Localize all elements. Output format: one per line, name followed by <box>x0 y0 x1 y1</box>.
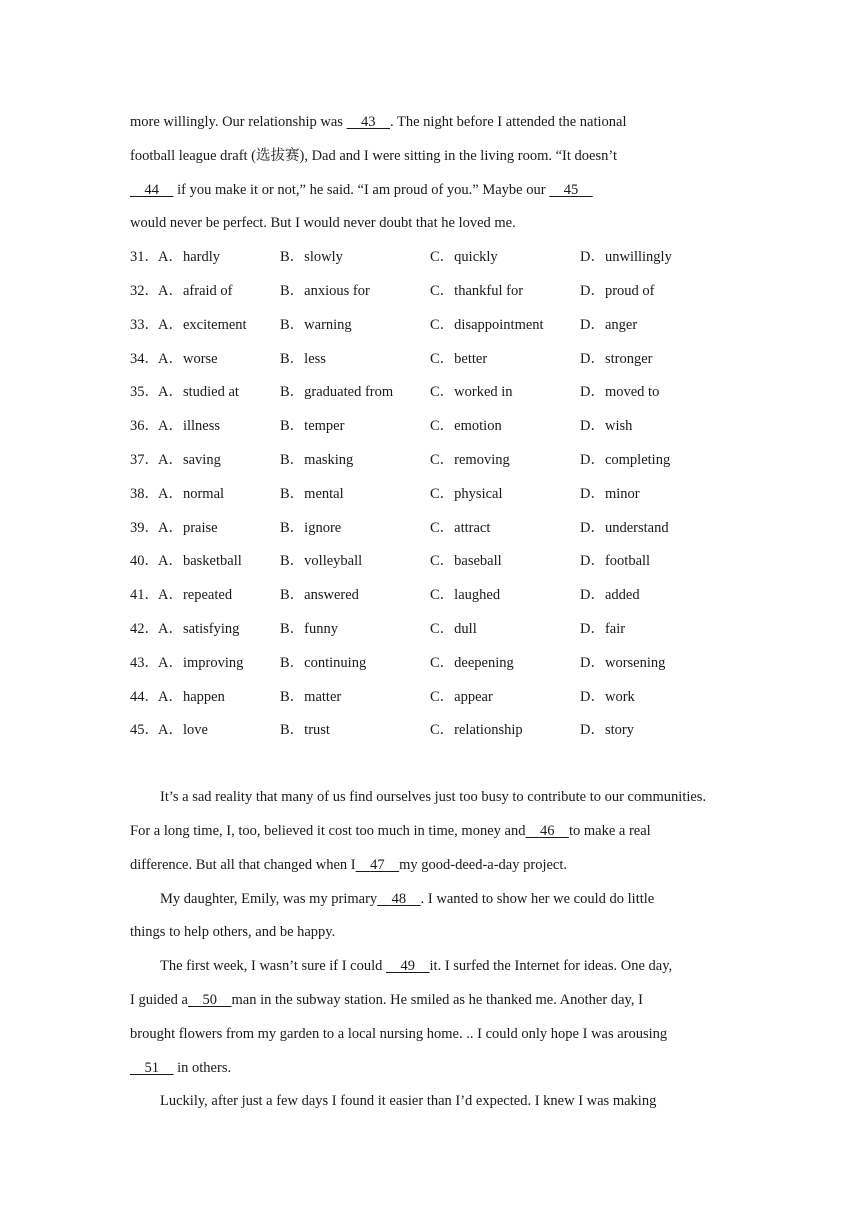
question-row <box>130 380 750 414</box>
option-a[interactable]: A．happen <box>158 688 225 705</box>
option-d[interactable]: D．work <box>580 688 635 705</box>
option-a[interactable]: A．worse <box>158 350 218 367</box>
passage2-line: It’s a sad reality that many of us find ourselves just too busy to contribute to our communities. <box>160 789 707 806</box>
question-row <box>130 516 750 550</box>
option-d[interactable]: D．completing <box>580 451 671 468</box>
option-b[interactable]: B．less <box>280 350 326 367</box>
question-row <box>130 414 750 448</box>
option-d[interactable]: D．proud of <box>580 282 655 299</box>
blank-48[interactable]: 48 <box>391 890 407 907</box>
option-a[interactable]: A．afraid of <box>158 282 233 299</box>
option-b[interactable]: B．warning <box>280 316 352 333</box>
passage1-line: more willingly. Our relationship was 43 . The night before I attended the national <box>130 110 750 144</box>
option-b[interactable]: B．matter <box>280 688 342 705</box>
option-b[interactable]: B．slowly <box>280 249 343 266</box>
option-a[interactable]: A．hardly <box>158 249 221 266</box>
option-b[interactable]: B．trust <box>280 722 330 739</box>
question-row <box>130 685 750 719</box>
option-c[interactable]: C．relationship <box>430 722 523 739</box>
blank-51[interactable]: 51 <box>144 1059 159 1076</box>
section-gap <box>130 752 750 785</box>
question-number: 36． <box>130 418 159 435</box>
question-number: 34． <box>130 350 159 367</box>
option-a[interactable]: A．basketball <box>158 553 242 570</box>
option-b[interactable]: B．masking <box>280 451 354 468</box>
question-row <box>130 651 750 685</box>
passage2-line: The first week, I wasn’t sure if I could 49 it. I surfed the Internet for ideas. One day, <box>130 954 750 988</box>
question-number: 35． <box>130 384 159 401</box>
option-c[interactable]: C．disappointment <box>430 316 544 333</box>
option-c[interactable]: C．baseball <box>430 553 502 570</box>
option-c[interactable]: C．emotion <box>430 418 502 435</box>
option-b[interactable]: B．anxious for <box>280 282 370 299</box>
option-a[interactable]: A．praise <box>158 519 218 536</box>
blank-47[interactable]: 47 <box>370 856 385 873</box>
question-number: 33． <box>130 316 159 333</box>
option-c[interactable]: C．appear <box>430 688 493 705</box>
blank-43[interactable]: 43 <box>361 114 376 130</box>
option-d[interactable]: D．minor <box>580 485 640 502</box>
option-a[interactable]: A．repeated <box>158 587 233 604</box>
question-row <box>130 279 750 313</box>
question-row <box>130 347 750 381</box>
question-number: 37． <box>130 451 159 468</box>
question-number: 45． <box>130 722 159 739</box>
document-page <box>130 110 750 1123</box>
option-a[interactable]: A．studied at <box>158 384 239 401</box>
blank-44[interactable]: 44 <box>144 181 159 198</box>
question-number: 44． <box>130 688 159 705</box>
passage2-line: For a long time, I, too, believed it cost too much in time, money and 46 to make a real <box>130 819 750 853</box>
question-number: 32． <box>130 282 159 299</box>
option-c[interactable]: C．dull <box>430 620 477 637</box>
question-number: 38． <box>130 485 159 502</box>
option-d[interactable]: D．wish <box>580 418 633 435</box>
option-d[interactable]: D．worsening <box>580 654 666 671</box>
option-a[interactable]: A．satisfying <box>158 620 240 637</box>
option-d[interactable]: D．unwillingly <box>580 249 672 266</box>
option-a[interactable]: A．excitement <box>158 316 247 333</box>
option-b[interactable]: B．graduated from <box>280 384 394 401</box>
option-d[interactable]: D．understand <box>580 519 669 536</box>
option-b[interactable]: B．mental <box>280 485 344 502</box>
option-a[interactable]: A．improving <box>158 654 244 671</box>
passage1-line: football league draft (选拔赛), Dad and I were sitting in the living room. “It doesn’t <box>130 147 617 164</box>
question-number: 39． <box>130 519 159 536</box>
option-b[interactable]: B．funny <box>280 620 338 637</box>
option-d[interactable]: D．stronger <box>580 350 653 367</box>
blank-50[interactable]: 50 <box>202 991 217 1008</box>
option-c[interactable]: C．removing <box>430 451 510 468</box>
option-c[interactable]: C．deepening <box>430 654 514 671</box>
blank-49[interactable]: 49 <box>400 958 416 975</box>
blank-46[interactable]: 46 <box>539 822 555 839</box>
passage2-line: difference. But all that changed when I 47 my good-deed-a-day project. <box>130 853 750 887</box>
option-b[interactable]: B．answered <box>280 587 359 604</box>
option-d[interactable]: D．moved to <box>580 384 660 401</box>
option-b[interactable]: B．temper <box>280 418 345 435</box>
question-row <box>130 482 750 516</box>
question-row <box>130 448 750 482</box>
option-c[interactable]: C．better <box>430 350 488 367</box>
option-a[interactable]: A．love <box>158 722 208 739</box>
question-row <box>130 549 750 583</box>
passage2-line: brought flowers from my garden to a local nursing home. .. I could only hope I was arousing <box>130 1025 668 1042</box>
option-c[interactable]: C．thankful for <box>430 282 524 299</box>
option-d[interactable]: D．story <box>580 722 634 739</box>
question-number: 40． <box>130 553 159 570</box>
question-number: 41． <box>130 587 159 604</box>
question-number: 42． <box>130 620 159 637</box>
option-c[interactable]: C．worked in <box>430 384 513 401</box>
option-c[interactable]: C．laughed <box>430 587 501 604</box>
option-d[interactable]: D．anger <box>580 316 638 333</box>
question-row <box>130 313 750 347</box>
option-d[interactable]: D．fair <box>580 620 626 637</box>
question-number: 43． <box>130 654 159 671</box>
blank-45[interactable]: 45 <box>563 181 579 198</box>
option-b[interactable]: B．ignore <box>280 519 342 536</box>
passage1-line: would never be perfect. But I would never doubt that he loved me. <box>130 215 516 232</box>
passage2-line: I guided a 50 man in the subway station. He smiled as he thanked me. Another day, I <box>130 988 750 1022</box>
option-c[interactable]: C．attract <box>430 519 491 536</box>
question-row <box>130 583 750 617</box>
passage2-line: things to help others, and be happy. <box>130 924 336 941</box>
passage1-line: 44 if you make it or not,” he said. “I am proud of you.” Maybe our 45 <box>130 178 750 212</box>
option-a[interactable]: A．normal <box>158 485 225 502</box>
passage2-line: My daughter, Emily, was my primary 48 . I wanted to show her we could do little <box>130 887 750 921</box>
question-row <box>130 617 750 651</box>
option-c[interactable]: C．quickly <box>430 249 498 266</box>
option-c[interactable]: C．physical <box>430 485 503 502</box>
option-d[interactable]: D．football <box>580 553 651 570</box>
passage2-line: Luckily, after just a few days I found it easier than I’d expected. I knew I was making <box>160 1093 657 1110</box>
question-number: 31． <box>130 249 159 266</box>
option-b[interactable]: B．continuing <box>280 654 367 671</box>
option-a[interactable]: A．illness <box>158 418 221 435</box>
question-row <box>130 245 750 279</box>
passage2-line: 51 in others. <box>130 1056 750 1090</box>
option-b[interactable]: B．volleyball <box>280 553 363 570</box>
question-row <box>130 718 750 752</box>
option-d[interactable]: D．added <box>580 587 640 604</box>
question-list <box>130 245 750 752</box>
option-a[interactable]: A．saving <box>158 451 221 468</box>
